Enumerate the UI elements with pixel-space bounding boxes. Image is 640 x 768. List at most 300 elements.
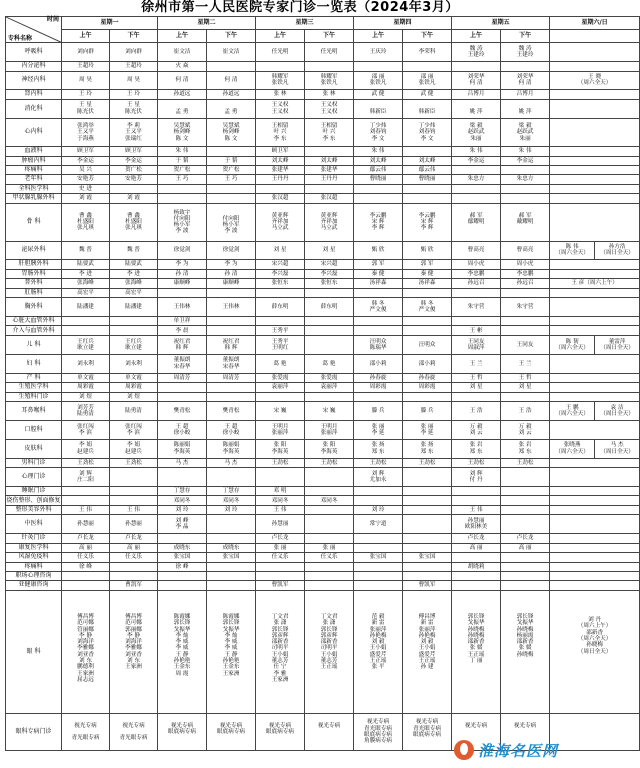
doctor-cell — [501, 317, 550, 326]
doctor-cell: 王明月 张丽萍 — [256, 420, 305, 439]
doctor-cell — [305, 515, 354, 534]
doctor-cell — [207, 383, 256, 392]
dept-row — [6, 156, 640, 165]
doctor-cell: 曹凯军 — [403, 581, 452, 590]
dept-name: 老年科 — [6, 175, 62, 184]
dept-name: 亚健康咨询 — [6, 581, 62, 590]
doctor-cell: 魏 普 — [110, 241, 158, 260]
doctor-cell: 李 娟 赵建兵 — [110, 439, 158, 458]
dept-name: 风湿免疫科 — [6, 553, 62, 562]
doctor-cell: 张汉超 — [305, 194, 354, 203]
doctor-cell: 顾卫军 — [110, 147, 158, 156]
weekend-cell — [550, 354, 640, 373]
weekend-cell: 王 彦（周六上午） — [550, 279, 640, 288]
dept-row — [6, 543, 640, 552]
doctor-cell: 刘 星 — [256, 241, 305, 260]
doctor-cell — [110, 184, 158, 193]
dept-name: 口腔科 — [6, 420, 62, 439]
doctor-cell: 张 丽 李 延 — [403, 420, 452, 439]
doctor-cell — [207, 534, 256, 543]
doctor-cell: 王 伟 — [256, 505, 305, 514]
doctor-cell — [256, 392, 305, 401]
doctor-cell: 张海峰 — [110, 279, 158, 288]
dept-name: 眼 科 — [6, 590, 62, 713]
day-header: 星期五 — [452, 17, 550, 30]
doctor-cell — [501, 487, 550, 496]
doctor-cell — [501, 194, 550, 203]
doctor-cell — [256, 571, 305, 580]
doctor-cell — [62, 571, 110, 580]
doctor-cell: 葛 艳 — [305, 354, 354, 373]
weekend-cell — [550, 562, 640, 571]
doctor-cell — [305, 534, 354, 543]
doctor-cell — [403, 487, 452, 496]
doctor-cell — [305, 317, 354, 326]
doctor-cell: 陆要武 — [62, 260, 110, 269]
doctor-cell: 吕博月 — [452, 90, 501, 99]
doctor-cell: 朱 伟 — [452, 147, 501, 156]
weekend-cell — [550, 147, 640, 156]
doctor-cell: 王同友 周淑萍 — [452, 335, 501, 354]
dept-name: 胸外科 — [6, 298, 62, 317]
doctor-cell — [452, 317, 501, 326]
doctor-cell: 武 健 — [403, 90, 452, 99]
doctor-cell: 刘太峰 — [305, 156, 354, 165]
doctor-cell: 朱守营 — [452, 298, 501, 317]
page-title: 徐州市第一人民医院专家门诊一览表（2024年3月） — [141, 0, 459, 15]
dept-name: 职场心理咨询 — [6, 571, 62, 580]
doctor-cell: 陆潘建 — [62, 298, 110, 317]
dept-name: 睡眠门诊 — [6, 487, 62, 496]
dept-row — [6, 147, 640, 156]
doctor-cell — [354, 562, 403, 571]
dept-row — [6, 553, 640, 562]
dept-name: 心内科 — [6, 118, 62, 146]
dept-row — [6, 288, 640, 297]
doctor-cell: 刘向群 — [110, 43, 158, 62]
doctor-cell: 张建华 — [305, 165, 354, 174]
weekend-cell — [550, 175, 640, 184]
doctor-cell: 刘 煜 — [62, 392, 110, 401]
doctor-cell: 汤祥森 — [354, 279, 403, 288]
doctor-cell — [158, 392, 207, 401]
dept-name: 骨 科 — [6, 203, 62, 241]
doctor-cell: 安艳芳 — [62, 175, 110, 184]
dept-row — [6, 581, 640, 590]
doctor-cell — [501, 571, 550, 580]
doctor-cell — [403, 147, 452, 156]
doctor-cell — [403, 496, 452, 505]
doctor-cell — [207, 184, 256, 193]
doctor-cell: 刘 玲 — [158, 505, 207, 514]
doctor-cell: 曹凯军 — [256, 581, 305, 590]
doctor-cell: 汪明众 — [403, 335, 452, 354]
weekend-cell — [550, 383, 640, 392]
doctor-cell: 丁少炜 刘春钧 李 文 — [354, 118, 403, 146]
doctor-cell: 任义乐 — [110, 553, 158, 562]
doctor-cell: 崔文洁 — [207, 43, 256, 62]
dept-row — [6, 392, 640, 401]
doctor-cell: 刘太峰 — [403, 156, 452, 165]
schedule-body — [6, 43, 640, 751]
doctor-cell — [403, 505, 452, 514]
weekend-cell — [550, 392, 640, 401]
doctor-cell: 张 林 — [305, 90, 354, 99]
doctor-cell: 李 娟 赵建兵 — [62, 439, 110, 458]
doctor-cell: 宋 巍 — [256, 402, 305, 421]
doctor-cell: 邵小莉 — [354, 354, 403, 373]
doctor-cell — [62, 317, 110, 326]
doctor-cell: 陆要武 — [110, 260, 158, 269]
weekend-cell — [550, 373, 640, 382]
doctor-cell — [403, 288, 452, 297]
weekend-cell — [550, 553, 640, 562]
doctor-cell — [403, 194, 452, 203]
doctor-cell: 陆潘建 — [110, 298, 158, 317]
dept-name: 针灸门诊 — [6, 534, 62, 543]
doctor-cell: 王相留 叶 兴 李 东 — [256, 118, 305, 146]
doctor-cell: 张宝国 — [207, 553, 256, 562]
doctor-cell — [305, 147, 354, 156]
dept-row — [6, 439, 640, 458]
doctor-cell: 王 浩 — [501, 402, 550, 421]
doctor-cell: 徐 峰 — [158, 562, 207, 571]
doctor-cell: 任义乐 — [305, 553, 354, 562]
doctor-cell: 王庆玲 — [354, 43, 403, 62]
dept-row — [6, 562, 640, 571]
doctor-cell: 贺广松 — [207, 165, 256, 174]
dept-name: 妇 科 — [6, 354, 62, 373]
doctor-cell — [354, 581, 403, 590]
doctor-cell — [452, 496, 501, 505]
doctor-cell: 张 扬 郑 东 — [354, 439, 403, 458]
doctor-cell — [110, 571, 158, 580]
weekend-cell: 马 杰 （周日全天） — [595, 439, 640, 458]
doctor-cell: 薛东明 — [256, 298, 305, 317]
weekend-cell — [550, 468, 640, 487]
dept-row — [6, 298, 640, 317]
doctor-cell: 张 阳 李海英 — [256, 439, 305, 458]
doctor-cell: 成晓东 — [207, 543, 256, 552]
doctor-cell: 张 岩 郑 东 — [501, 439, 550, 458]
doctor-cell — [354, 317, 403, 326]
doctor-cell: 王义权 王义权 — [305, 99, 354, 118]
doctor-cell: 郝 军 戴耀明 — [501, 203, 550, 241]
doctor-cell: 徐 峰 — [62, 562, 110, 571]
weekend-cell — [550, 571, 640, 580]
doctor-cell — [501, 581, 550, 590]
weekend-cell: 王 晓 （周六全天） — [550, 71, 640, 90]
weekend-cell — [550, 317, 640, 326]
doctor-cell — [354, 184, 403, 193]
doctor-cell: 视光专病 — [305, 713, 354, 751]
session-header: 下午 — [110, 30, 158, 43]
dept-row — [6, 118, 640, 146]
doctor-cell — [110, 468, 158, 487]
dept-row — [6, 458, 640, 467]
corner-dept-label: 专科名称 — [8, 34, 33, 42]
doctor-cell — [207, 288, 256, 297]
dept-row — [6, 90, 640, 99]
doctor-cell — [403, 62, 452, 71]
doctor-cell — [403, 184, 452, 193]
doctor-cell — [62, 496, 110, 505]
dept-name: 血液科 — [6, 147, 62, 156]
session-header: 下午 — [305, 30, 354, 43]
dept-row — [6, 260, 640, 269]
doctor-cell: 魏 普 — [62, 241, 110, 260]
doctor-cell: 火 焱 — [158, 62, 207, 71]
doctor-cell: 孙道远 — [207, 90, 256, 99]
doctor-cell: 王 浩 — [452, 402, 501, 421]
doctor-cell — [452, 553, 501, 562]
doctor-cell — [305, 468, 354, 487]
dept-row — [6, 383, 640, 392]
doctor-cell: 郭长锋 戈振华 孙晓梅 孙晓梅 邵新香 张 媛 王正瑶 丁 丽 — [452, 590, 501, 713]
schedule-table — [5, 16, 640, 751]
doctor-cell: 张爱霞 — [305, 373, 354, 382]
doctor-cell: 刘向群 — [62, 43, 110, 62]
doctor-cell: 邵 丽 张铁凡 — [403, 71, 452, 90]
doctor-cell: 王红兵 耿立建 — [110, 335, 158, 354]
doctor-cell: 王劲松 — [403, 458, 452, 467]
dept-name: 疼痛科 — [6, 165, 62, 174]
doctor-cell: 梁 毅 赵跃武 朱丽 — [452, 118, 501, 146]
doctor-cell: 王秀平 王明红 — [256, 335, 305, 354]
doctor-cell: 周 昊 — [110, 71, 158, 90]
weekend-cell — [550, 288, 640, 297]
doctor-cell: 王 玲 — [62, 90, 110, 99]
dept-row — [6, 203, 640, 241]
doctor-cell: 宋 巍 — [305, 402, 354, 421]
doctor-cell: 何 清 — [158, 71, 207, 90]
doctor-cell — [501, 496, 550, 505]
dept-name: 耳鼻喉科 — [6, 402, 62, 421]
session-header: 上午 — [256, 30, 305, 43]
doctor-cell: 孙慧丽 欧阳林美 — [452, 515, 501, 534]
doctor-cell — [305, 326, 354, 335]
doctor-cell: 王秀平 — [256, 326, 305, 335]
doctor-cell: 杨致宇 付向阳 杨小军 李 波 — [158, 203, 207, 241]
weekend-cell — [550, 194, 640, 203]
doctor-cell: 王红兵 耿立建 — [62, 335, 110, 354]
doctor-cell: 郝 军 鄢耀明 — [452, 203, 501, 241]
dept-row — [6, 194, 640, 203]
doctor-cell: 韩 冬 严文俊 — [354, 298, 403, 317]
doctor-cell — [305, 571, 354, 580]
doctor-cell — [110, 562, 158, 571]
doctor-cell: 崔文洁 — [158, 43, 207, 62]
doctor-cell: 李云鹏 宋 辉 李 辉 — [403, 203, 452, 241]
doctor-cell: 张 岩 郑 东 — [452, 439, 501, 458]
weekend-cell: 王 鹏 （周六全天） — [550, 402, 595, 421]
doctor-cell — [305, 505, 354, 514]
doctor-cell: 高 丽 — [501, 543, 550, 552]
doctor-cell: 李云鹏 宋 辉 李 辉 — [354, 203, 403, 241]
doctor-cell: 卢长龙 — [62, 534, 110, 543]
doctor-cell — [452, 392, 501, 401]
doctor-cell: 李忠鹏 — [452, 269, 501, 278]
dept-row — [6, 175, 640, 184]
doctor-cell: 李金运 — [110, 156, 158, 165]
doctor-cell: 樊青松 — [158, 402, 207, 421]
doctor-cell — [403, 534, 452, 543]
doctor-cell — [207, 515, 256, 534]
weekend-cell — [550, 487, 640, 496]
doctor-cell: 刘 玲 — [354, 505, 403, 514]
doctor-cell: 周彩霞 — [403, 383, 452, 392]
doctor-cell: 曹凯军 — [110, 581, 158, 590]
weekend-cell — [550, 62, 640, 71]
doctor-cell: 孙道远 — [158, 90, 207, 99]
doctor-cell: 视光专病 眼底病专病 — [158, 713, 207, 751]
doctor-cell — [354, 326, 403, 335]
dept-name: 胃肠外科 — [6, 269, 62, 278]
doctor-cell: 刘 霞 — [62, 194, 110, 203]
doctor-cell: 孙慧丽 — [62, 515, 110, 534]
doctor-cell: 王义权 王义权 — [256, 99, 305, 118]
dept-row — [6, 590, 640, 713]
doctor-cell: 孙慧丽 — [110, 515, 158, 534]
dept-name: 肾内科 — [6, 90, 62, 99]
doctor-cell: 李金运 — [62, 156, 110, 165]
doctor-cell — [403, 515, 452, 534]
doctor-cell: 王明月 张丽萍 — [305, 420, 354, 439]
doctor-cell — [62, 581, 110, 590]
doctor-cell: 刘荣华 何 清 — [501, 71, 550, 90]
doctor-cell — [452, 165, 501, 174]
doctor-cell: 刘 辉 尤加永 — [354, 468, 403, 487]
doctor-cell: 王超玲 — [110, 62, 158, 71]
doctor-cell — [207, 326, 256, 335]
weekend-cell — [550, 165, 640, 174]
doctor-cell: 陈霞娜 郭长锋 戈振华 李 灿 李 威 李 威 王 静 孙艳艳 王金东 王家洲 — [207, 590, 256, 713]
doctor-cell: 马 杰 — [207, 458, 256, 467]
doctor-cell: 袁丽萍 — [256, 383, 305, 392]
watermark-text: 淮海名医网 — [478, 741, 559, 760]
doctor-cell — [256, 288, 305, 297]
doctor-cell — [354, 194, 403, 203]
doctor-cell: 孙远召 — [452, 279, 501, 288]
doctor-cell: 汪明众 陈瑞华 — [354, 335, 403, 354]
doctor-cell: 康顺峰 — [207, 279, 256, 288]
doctor-cell: 康顺峰 — [158, 279, 207, 288]
doctor-cell: 顾卫军 — [62, 147, 110, 156]
doctor-cell: 王 兰 — [452, 354, 501, 373]
dept-name: 儿 科 — [6, 335, 62, 354]
doctor-cell: 王丹丹 — [305, 175, 354, 184]
doctor-cell: 视光专病 眼底病专病 — [256, 713, 305, 751]
doctor-cell: 刘 煜 — [110, 392, 158, 401]
day-header-row — [6, 17, 640, 30]
session-header-row — [6, 30, 640, 43]
doctor-cell: 汤祥森 — [403, 279, 452, 288]
doctor-cell — [305, 581, 354, 590]
doctor-cell: 孙春旋 — [354, 373, 403, 382]
doctor-cell: 王劲松 — [256, 458, 305, 467]
doctor-cell: 周彩霞 — [62, 383, 110, 392]
doctor-cell: 祝红君 韩 辉 — [207, 335, 256, 354]
doctor-cell: 王同友 — [501, 335, 550, 354]
doctor-cell: 李兴磊 — [305, 269, 354, 278]
dept-row — [6, 354, 640, 373]
doctor-cell: 王劲松 — [305, 458, 354, 467]
weekend-cell — [550, 90, 640, 99]
doctor-cell: 卢长龙 — [501, 534, 550, 543]
doctor-cell: 甄 欣 — [403, 241, 452, 260]
dept-name: 内分泌科 — [6, 62, 62, 71]
doctor-cell: 高 丽 — [110, 543, 158, 552]
doctor-cell — [207, 571, 256, 580]
dept-row — [6, 373, 640, 382]
doctor-cell — [256, 562, 305, 571]
doctor-cell — [501, 62, 550, 71]
dept-row — [6, 468, 640, 487]
doctor-cell: 周 昊 — [62, 71, 110, 90]
doctor-cell — [501, 515, 550, 534]
doctor-cell: 刘太峰 — [256, 156, 305, 165]
doctor-cell: 单文霞 — [62, 373, 110, 382]
doctor-cell: 王 星 陈光伏 — [62, 99, 110, 118]
doctor-cell: 韩耀军 张铁凡 — [256, 71, 305, 90]
dept-name: 生殖医学科 — [6, 383, 62, 392]
doctor-cell: 傅昌博 范可娜 郭丽娜 李 静 刘海洋 李雅娜 刘亚香 刘 东 王家洲 — [110, 590, 158, 713]
doctor-cell: 黄亚辉 齐祥加 马立武 — [256, 203, 305, 241]
dept-name: 普外科 — [6, 279, 62, 288]
doctor-cell: 魏 涛 王建玲 — [452, 43, 501, 62]
dept-row — [6, 62, 640, 71]
doctor-cell: 张红闯 李 滨 — [110, 420, 158, 439]
doctor-cell: 姚 萍 — [501, 99, 550, 118]
doctor-cell: 何 清 — [207, 71, 256, 90]
doctor-cell: 郭长锋 戈振华 孙晓梅 杨丽霞 邵新香 张 媛 孙晓梅 — [501, 590, 550, 713]
doctor-cell — [158, 383, 207, 392]
doctor-cell: 张 丽 — [305, 543, 354, 552]
doctor-cell — [62, 487, 110, 496]
doctor-cell — [207, 581, 256, 590]
doctor-cell: 曹高亮 — [501, 241, 550, 260]
doctor-cell: 王 星 陈光伏 — [110, 99, 158, 118]
doctor-cell — [305, 392, 354, 401]
weekend-cell — [550, 543, 640, 552]
doctor-cell: 李 晨 — [158, 326, 207, 335]
weekend-cell — [550, 326, 640, 335]
doctor-cell: 曹 鑫 杜盛阳 张凡琪 — [62, 203, 110, 241]
dept-row — [6, 269, 640, 278]
doctor-cell — [403, 543, 452, 552]
doctor-cell: 张建华 — [256, 165, 305, 174]
dept-name: 消化科 — [6, 99, 62, 118]
doctor-cell: 王丹丹 — [256, 175, 305, 184]
doctor-cell — [305, 487, 354, 496]
doctor-cell: 丁文君 张 潇 郭长锋 郭彦辉 邵新香 司明平 王小娟 董志芳 王正瑶 — [305, 590, 354, 713]
doctor-cell: 曹晓丽 — [403, 175, 452, 184]
doctor-cell: 李 莉 王又平 张瑞红 — [110, 118, 158, 146]
day-header: 星期一 — [62, 17, 158, 30]
weekend-cell — [550, 184, 640, 193]
doctor-cell: 朱 伟 — [354, 147, 403, 156]
dept-row — [6, 515, 640, 534]
session-header: 下午 — [207, 30, 256, 43]
day-header: 星期二 — [158, 17, 256, 30]
doctor-cell: 邓同冬 — [305, 496, 354, 505]
doctor-cell: 王劲松 — [452, 458, 501, 467]
doctor-cell — [354, 543, 403, 552]
dept-name: 疼痛科 — [6, 562, 62, 571]
weekend-cell — [550, 505, 640, 514]
day-header: 星期四 — [354, 17, 452, 30]
doctor-cell — [305, 62, 354, 71]
